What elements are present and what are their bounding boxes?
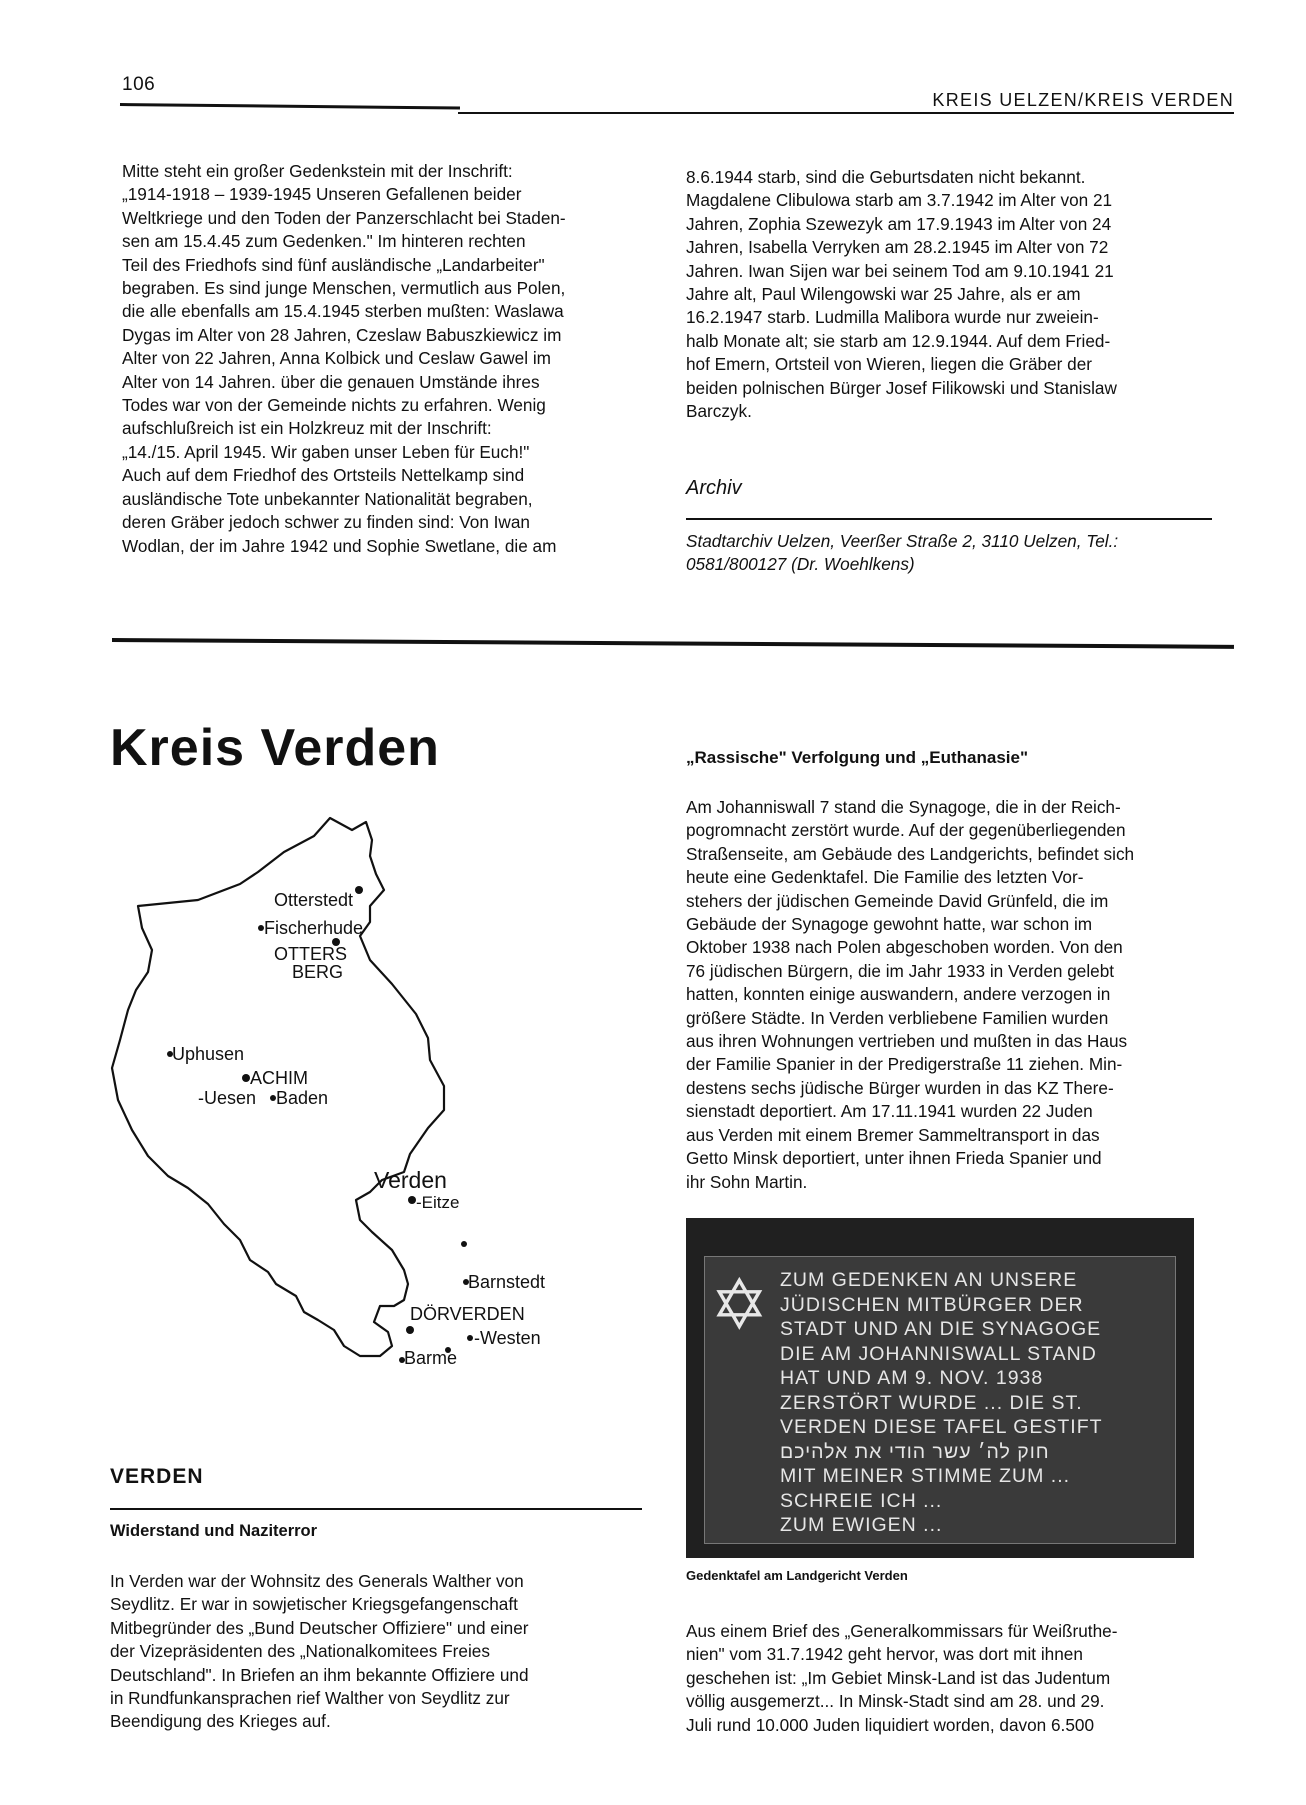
text-line: Getto Minsk deportiert, unter ihnen Frieda Spanier und bbox=[686, 1148, 1102, 1169]
text-line: in Rundfunkansprachen rief Walther von Seydlitz zur bbox=[110, 1688, 510, 1709]
plaque-line: JÜDISCHEN MITBÜRGER DER bbox=[780, 1293, 1084, 1316]
top-left-column bbox=[122, 160, 662, 558]
archiv-line: 0581/800127 (Dr. Woehlkens) bbox=[686, 554, 915, 575]
town-marker bbox=[408, 1196, 416, 1204]
text-line: sen am 15.4.45 zum Gedenken." Im hinteren rechten bbox=[122, 231, 526, 252]
text-line: Oktober 1938 nach Polen abgeschoben worden. Von den bbox=[686, 937, 1123, 958]
page-number: 106 bbox=[122, 74, 156, 95]
plaque-line: MIT MEINER STIMME ZUM ... bbox=[780, 1465, 1071, 1487]
memorial-plaque-photo bbox=[686, 1218, 1194, 1558]
archiv-rule bbox=[686, 518, 1212, 520]
archiv-text bbox=[686, 530, 1206, 577]
text-line: beiden polnischen Bürger Josef Filikowski und Stanislaw bbox=[686, 377, 1117, 398]
district-map bbox=[108, 800, 628, 1440]
text-line: Alter von 14 Jahren. über die genauen Umstände ihres bbox=[122, 371, 540, 392]
text-line: Aus einem Brief des „Generalkommissars für Weißruthe- bbox=[686, 1621, 1118, 1641]
text-line: geschehen ist: „Im Gebiet Minsk-Land ist das Judentum bbox=[686, 1667, 1111, 1688]
text-line: deren Gräber jedoch schwer zu finden sind: Von Iwan bbox=[122, 512, 530, 533]
text-line: Deutschland". In Briefen an ihm bekannte Offiziere und bbox=[110, 1664, 529, 1685]
text-line: der Familie Spanier in der Predigerstraße 11 ziehen. Min- bbox=[686, 1054, 1123, 1075]
text-line: Gebäude der Synagoge gewohnt hatte, war schon im bbox=[686, 914, 1093, 935]
town-marker bbox=[467, 1335, 473, 1341]
map-label-uesen: -Uesen bbox=[198, 1088, 257, 1108]
photo-caption: Gedenktafel am Landgericht Verden bbox=[686, 1568, 908, 1583]
text-line: Dygas im Alter von 28 Jahren, Czeslaw Babuszkiewicz im bbox=[122, 324, 562, 345]
map-label-uphusen: Uphusen bbox=[172, 1044, 245, 1064]
text-line: Auch auf dem Friedhof des Ortsteils Nettelkamp sind bbox=[122, 465, 525, 486]
plaque-line: חוק לה׳ עשר הודי את אלהיכם bbox=[780, 1440, 1050, 1463]
header-rule-right bbox=[458, 112, 1234, 114]
town-marker bbox=[406, 1326, 414, 1334]
map-label-eitze: -Eitze bbox=[416, 1193, 460, 1212]
text-line: Juli rund 10.000 Juden liquidiert worden, davon 6.500 bbox=[686, 1714, 1095, 1735]
text-line: In Verden war der Wohnsitz des Generals Walther von bbox=[110, 1571, 524, 1591]
plaque-line: HAT UND AM 9. NOV. 1938 bbox=[780, 1367, 1044, 1389]
text-line: Jahren, Zophia Szewezyk am 17.9.1943 im Alter von 24 bbox=[686, 213, 1112, 234]
text-line: aufschlußreich ist ein Holzkreuz mit der Inschrift: bbox=[122, 418, 492, 439]
rassische-text bbox=[686, 796, 1212, 1194]
text-line: Alter von 22 Jahren, Anna Kolbick und Ceslaw Gawel im bbox=[122, 348, 551, 369]
text-line: Todes war von der Gemeinde nichts zu erfahren. Wenig bbox=[122, 395, 546, 416]
text-line: Jahren, Isabella Verryken am 28.2.1945 im Alter von 72 bbox=[686, 237, 1109, 258]
text-line: pogromnacht zerstört wurde. Auf der gegenüberliegenden bbox=[686, 820, 1126, 841]
map-label-baden: Baden bbox=[276, 1088, 329, 1108]
text-line: größere Städte. In Verden verbliebene Familien wurden bbox=[686, 1007, 1109, 1028]
text-line: 8.6.1944 starb, sind die Geburtsdaten nicht bekannt. bbox=[686, 167, 1086, 187]
text-line: begraben. Es sind junge Menschen, vermutlich aus Polen, bbox=[122, 278, 566, 299]
text-line: destens sechs jüdische Bürger wurden in das KZ There- bbox=[686, 1077, 1114, 1098]
top-right-column bbox=[686, 166, 1212, 423]
text-line: ihr Sohn Martin. bbox=[686, 1171, 808, 1192]
plaque-line: ZERSTÖRT WURDE ... DIE ST. bbox=[780, 1391, 1083, 1414]
text-line: Am Johanniswall 7 stand die Synagoge, die in der Reich- bbox=[686, 797, 1121, 817]
text-line: Seydlitz. Er war in sowjetischer Kriegsgefangenschaft bbox=[110, 1594, 518, 1615]
text-line: Barczyk. bbox=[686, 401, 752, 422]
text-line: Straßenseite, am Gebäude des Landgerichts, befindet sich bbox=[686, 843, 1135, 864]
town-marker bbox=[242, 1074, 250, 1082]
plaque-inscription bbox=[780, 1268, 1170, 1538]
section-heading-verden: VERDEN bbox=[110, 1465, 204, 1488]
map-label-achim: ACHIM bbox=[250, 1068, 308, 1088]
text-line: völlig ausgemerzt... In Minsk-Stadt sind am 28. und 29. bbox=[686, 1691, 1105, 1712]
text-line: hof Emern, Ortsteil von Wieren, liegen die Gräber der bbox=[686, 354, 1092, 375]
text-line: aus ihren Wohnungen vertrieben und mußten in das Haus bbox=[686, 1031, 1128, 1052]
plaque-line: ZUM EWIGEN ... bbox=[780, 1514, 943, 1536]
map-label-fischerhude: Fischerhude bbox=[264, 918, 364, 938]
text-line: stehers der jüdischen Gemeinde David Grünfeld, die im bbox=[686, 890, 1109, 911]
archiv-heading: Archiv bbox=[686, 477, 742, 499]
map-label-doerverden: DÖRVERDEN bbox=[410, 1304, 525, 1324]
text-line: 16.2.1947 starb. Ludmilla Malibora wurde nur zweiein- bbox=[686, 307, 1099, 328]
text-line: Beendigung des Krieges auf. bbox=[110, 1711, 331, 1732]
map-label-verden: Verden bbox=[374, 1167, 447, 1193]
verden-text bbox=[110, 1570, 646, 1734]
text-line: hatten, konnten einige auswandern, andere verzogen in bbox=[686, 984, 1111, 1005]
section-divider bbox=[112, 638, 1234, 649]
map-label-otterstedt: Otterstedt bbox=[274, 890, 354, 910]
text-line: Jahre alt, Paul Wilengowski war 25 Jahre, als er am bbox=[686, 284, 1081, 305]
map-label-ottersberg: OTTERS bbox=[274, 944, 348, 964]
text-line: Teil des Friedhofs sind fünf ausländische „Landarbeiter" bbox=[122, 254, 545, 275]
verden-rule bbox=[110, 1508, 642, 1510]
text-line: die alle ebenfalls am 15.4.1945 sterben mußten: Waslawa bbox=[122, 301, 564, 322]
text-line: nien" vom 31.7.1942 geht hervor, was dort mit ihnen bbox=[686, 1644, 1083, 1665]
text-line: sienstadt deportiert. Am 17.11.1941 wurden 22 Juden bbox=[686, 1101, 1093, 1122]
text-line: Jahren. Iwan Sijen war bei seinem Tod am 9.10.1941 21 bbox=[686, 260, 1114, 281]
region-title: Kreis Verden bbox=[110, 719, 440, 777]
header-rule bbox=[120, 103, 460, 110]
town-marker bbox=[461, 1241, 467, 1247]
text-line: Magdalene Clibulowa starb am 3.7.1942 im Alter von 21 bbox=[686, 190, 1113, 211]
text-line: halb Monate alt; sie starb am 12.9.1944. Auf dem Fried- bbox=[686, 330, 1111, 351]
map-label-ottersberg-2: BERG bbox=[292, 962, 344, 982]
bottom-right-column bbox=[686, 1620, 1212, 1737]
star-of-david-icon: ✡ bbox=[710, 1266, 769, 1344]
map-label-barme: Barme bbox=[404, 1348, 458, 1368]
text-line: der Vizepräsidenten des „Nationalkomitees Freies bbox=[110, 1641, 490, 1662]
text-line: 76 jüdischen Bürgern, die im Jahr 1933 in Verden gelebt bbox=[686, 960, 1115, 981]
text-line: ausländische Tote unbekannter Nationalität begraben, bbox=[122, 488, 533, 509]
text-line: „14./15. April 1945. Wir gaben unser Leben für Euch!" bbox=[122, 441, 530, 462]
text-line: aus Verden mit einem Bremer Sammeltransport in das bbox=[686, 1124, 1100, 1145]
plaque-line: VERDEN DIESE TAFEL GESTIFT bbox=[780, 1416, 1103, 1438]
running-head: KREIS UELZEN/KREIS VERDEN bbox=[932, 90, 1234, 110]
map-label-westen: -Westen bbox=[474, 1328, 541, 1348]
plaque-line: ZUM GEDENKEN AN UNSERE bbox=[780, 1269, 1078, 1291]
plaque-line: STADT UND AN DIE SYNAGOGE bbox=[780, 1318, 1102, 1340]
subheading-widerstand: Widerstand und Naziterror bbox=[110, 1522, 318, 1540]
text-line: „1914-1918 – 1939-1945 Unseren Gefallenen beider bbox=[122, 184, 522, 205]
archiv-line: Stadtarchiv Uelzen, Veerßer Straße 2, 3110 Uelzen, Tel.: bbox=[686, 531, 1119, 551]
text-line: Mitbegründer des „Bund Deutscher Offiziere" und einer bbox=[110, 1617, 529, 1638]
subheading-rassische: „Rassische" Verfolgung und „Euthanasie" bbox=[686, 748, 1029, 767]
map-label-barnstedt: Barnstedt bbox=[468, 1272, 546, 1292]
text-line: heute eine Gedenktafel. Die Familie des letzten Vor- bbox=[686, 867, 1084, 888]
plaque-line: SCHREIE ICH ... bbox=[780, 1489, 943, 1512]
text-line: Mitte steht ein großer Gedenkstein mit der Inschrift: bbox=[122, 161, 513, 181]
plaque-line: DIE AM JOHANNISWALL STAND bbox=[780, 1342, 1097, 1365]
text-line: Wodlan, der im Jahre 1942 und Sophie Swetlane, die am bbox=[122, 535, 557, 556]
text-line: Weltkriege und den Toden der Panzerschlacht bei Staden- bbox=[122, 207, 566, 228]
town-marker bbox=[355, 886, 363, 894]
